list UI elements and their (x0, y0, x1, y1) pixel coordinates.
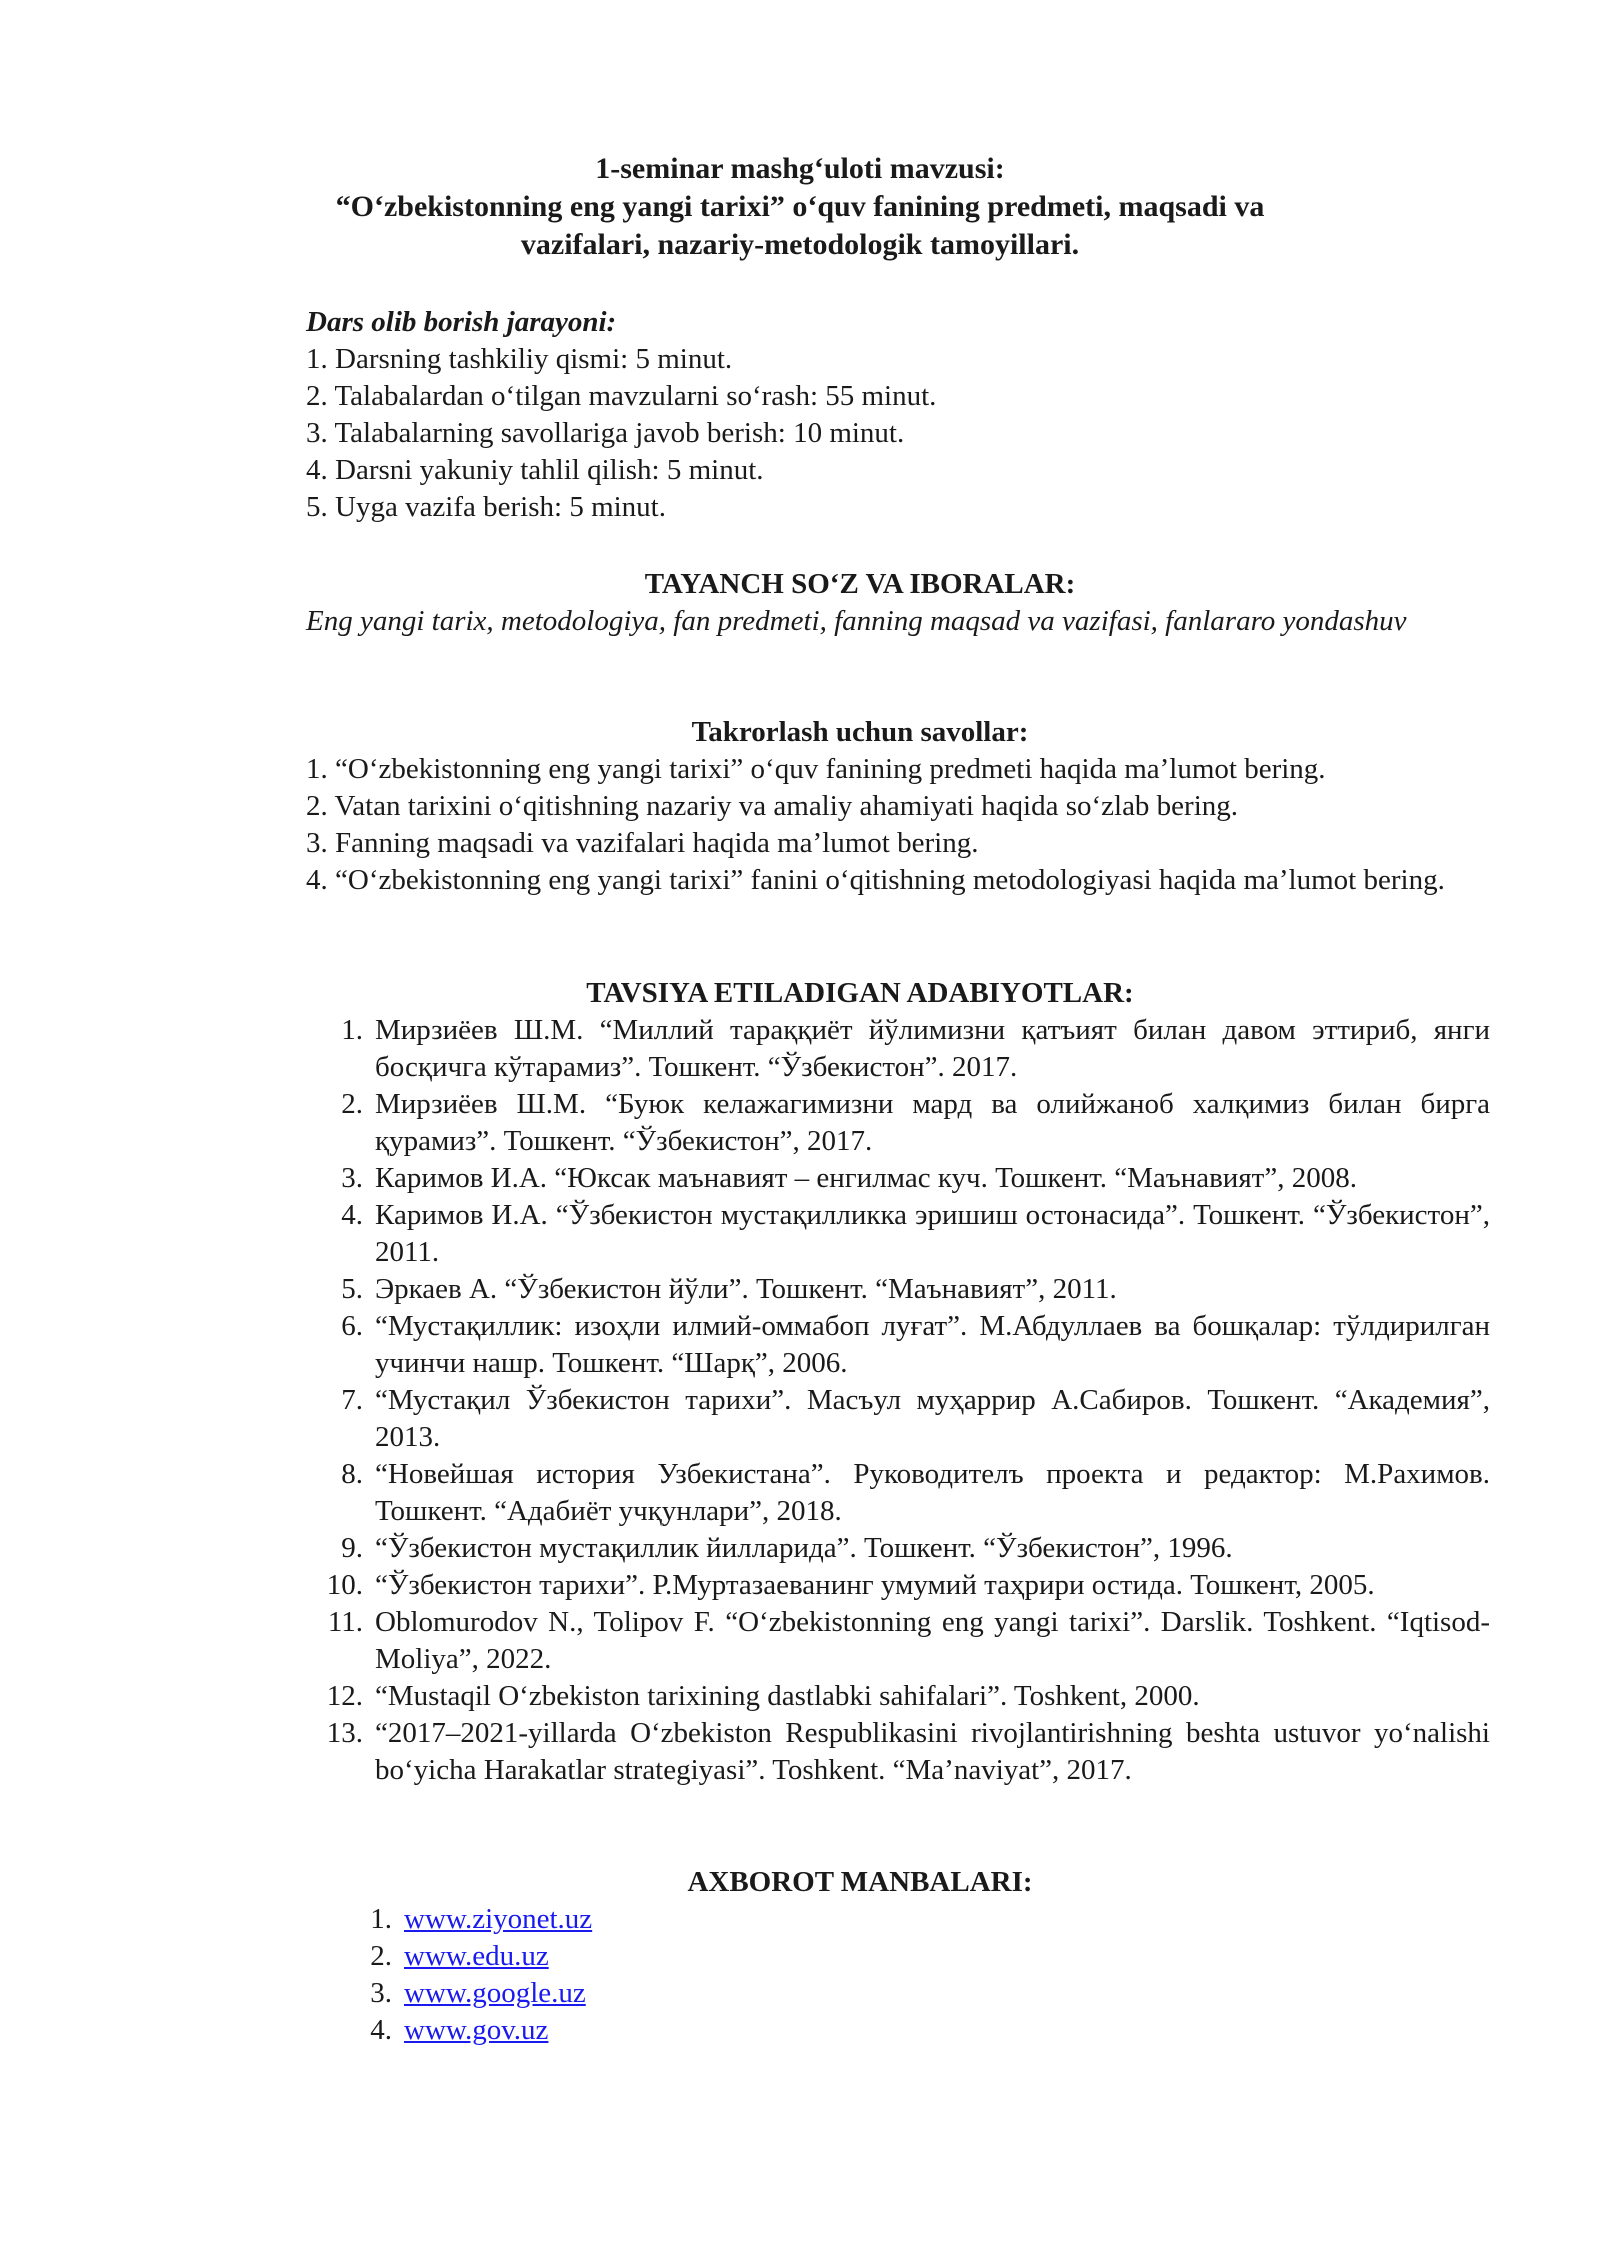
item-text: “2017–2021-yillarda Oʻzbekiston Respublikasini rivojlantirishning beshta ustuvor yoʻnalishi boʻyicha Harakatlar strategiyasi”. Toshkent. “Maʼnaviyat”, 2017. (375, 1717, 1490, 1786)
item-text: Oblomurodov N., Tolipov F. “Oʻzbekistonning eng yangi tarixi”. Darslik. Toshkent. “Iqtisod-Moliya”, 2022. (375, 1606, 1490, 1675)
link-gov[interactable]: www.gov.uz (404, 2014, 549, 2046)
item-number: 13. (326, 1717, 363, 1749)
list-item (230, 1308, 1490, 1382)
literature-heading: TAVSIYA ETILADIGAN ADABIYOTLAR: (586, 977, 1134, 1009)
item-number: 5. (341, 1273, 363, 1305)
list-item (230, 1975, 1490, 2012)
seminar-title (230, 150, 1370, 264)
list-item (230, 1086, 1490, 1160)
lesson-process-section (230, 304, 1490, 526)
literature-list (230, 1012, 1490, 1789)
item-text: “Ўзбекистон тарихи”. Р.Муртазаеванинг умумий таҳрири остида. Тошкент, 2005. (375, 1569, 1375, 1601)
info-sources-heading: AXBOROT MANBALARI: (687, 1866, 1033, 1898)
list-item: 4. “Oʻzbekistonning eng yangi tarixi” fanini oʻqitishning metodologiyasi haqida maʼlumot bering. (306, 864, 1445, 896)
list-item (230, 1604, 1490, 1678)
keywords-text: Eng yangi tarix, metodologiya, fan predmeti, fanning maqsad va vazifasi, fanlararo yondashuv (306, 605, 1407, 637)
title-line-2: “Oʻzbekistonning eng yangi tarixi” oʻquv fanining predmeti, maqsadi va (335, 190, 1265, 223)
item-text: Эркаев А. “Ўзбекистон йўли”. Тошкент. “Маънавият”, 2011. (375, 1273, 1117, 1305)
item-number: 11. (327, 1606, 363, 1638)
list-item (230, 1567, 1490, 1604)
link-google[interactable]: www.google.uz (404, 1977, 586, 2009)
item-number: 4. (370, 2014, 392, 2046)
item-number: 1. (341, 1014, 363, 1046)
item-text: Мирзиёев Ш.М. “Буюк келажагимизни мард ва олийжаноб халқимиз билан бирга қурамиз”. Тошкент. “Ўзбекистон”, 2017. (375, 1088, 1490, 1157)
item-number: 12. (326, 1680, 363, 1712)
info-sources-section (230, 1864, 1490, 2049)
item-number: 1. (370, 1903, 392, 1935)
info-sources-list (230, 1901, 1490, 2049)
list-item (230, 1012, 1490, 1086)
list-item: 1. “Oʻzbekistonning eng yangi tarixi” oʻquv fanining predmeti haqida maʼlumot bering. (306, 753, 1326, 785)
item-text: Каримов И.А. “Ўзбекистон мустақилликка эришиш остонасида”. Тошкент. “Ўзбекистон”, 2011. (375, 1199, 1490, 1268)
item-number: 3. (341, 1162, 363, 1194)
list-item (230, 1197, 1490, 1271)
keywords-section (230, 566, 1490, 640)
list-item (230, 1456, 1490, 1530)
list-item (230, 1382, 1490, 1456)
item-number: 3. (370, 1977, 392, 2009)
item-number: 2. (341, 1088, 363, 1120)
list-item: 4. Darsni yakuniy tahlil qilish: 5 minut. (306, 454, 764, 486)
item-number: 2. (370, 1940, 392, 1972)
item-number: 7. (341, 1384, 363, 1416)
list-item: 2. Talabalardan oʻtilgan mavzularni soʻrash: 55 minut. (306, 380, 937, 412)
item-text: “Мустақил Ўзбекистон тарихи”. Масъул муҳаррир А.Сабиров. Тошкент. “Академия”, 2013. (375, 1384, 1490, 1453)
item-text: Мирзиёев Ш.М. “Миллий тараққиёт йўлимизни қатъият билан давом эттириб, янги босқичга кўтарамиз”. Тошкент. “Ўзбекистон”. 2017. (375, 1014, 1490, 1083)
link-edu[interactable]: www.edu.uz (404, 1940, 549, 1972)
list-item (230, 1938, 1490, 1975)
list-item (230, 1715, 1490, 1789)
item-number: 9. (341, 1532, 363, 1564)
literature-section (230, 975, 1490, 1789)
item-number: 6. (341, 1310, 363, 1342)
list-item (230, 1901, 1490, 1938)
list-item (230, 1530, 1490, 1567)
lesson-process-list (230, 341, 1490, 526)
questions-section (230, 714, 1490, 899)
keywords-heading: TAYANCH SOʻZ VA IBORALAR: (644, 568, 1076, 600)
title-line-3: vazifalari, nazariy-metodologik tamoyillari. (520, 228, 1080, 261)
questions-heading: Takrorlash uchun savollar: (691, 716, 1029, 748)
item-text: “Мустақиллик: изоҳли илмий-оммабоп луғат”. М.Абдуллаев ва бошқалар: тўлдирилган учинчи нашр. Тошкент. “Шарқ”, 2006. (375, 1310, 1490, 1379)
list-item: 3. Fanning maqsadi va vazifalari haqida maʼlumot bering. (306, 827, 979, 859)
item-text: “Ўзбекистон мустақиллик йилларида”. Тошкент. “Ўзбекистон”, 1996. (375, 1532, 1233, 1564)
list-item: 1. Darsning tashkiliy qismi: 5 minut. (306, 343, 733, 375)
item-number: 4. (341, 1199, 363, 1231)
list-item (230, 1678, 1490, 1715)
list-item (230, 2012, 1490, 2049)
item-text: Каримов И.А. “Юксак маънавият – енгилмас куч. Тошкент. “Маънавият”, 2008. (375, 1162, 1357, 1194)
title-line-1: 1-seminar mashgʻuloti mavzusi: (595, 152, 1005, 185)
item-number: 10. (326, 1569, 363, 1601)
lesson-process-label: Dars olib borish jarayoni: (306, 306, 617, 338)
item-text: “Новейшая история Узбекистана”. Руководителъ проекта и редактор: М.Рахимов. Тошкент. “Адабиёт учқунлари”, 2018. (375, 1458, 1490, 1527)
link-ziyonet[interactable]: www.ziyonet.uz (404, 1903, 593, 1935)
questions-list (230, 751, 1490, 899)
item-text: “Mustaqil Oʻzbekiston tarixining dastlabki sahifalari”. Toshkent, 2000. (375, 1680, 1200, 1712)
list-item (230, 1160, 1490, 1197)
list-item: 3. Talabalarning savollariga javob berish: 10 minut. (306, 417, 905, 449)
item-number: 8. (341, 1458, 363, 1490)
list-item: 5. Uyga vazifa berish: 5 minut. (306, 491, 666, 523)
list-item (230, 1271, 1490, 1308)
list-item: 2. Vatan tarixini oʻqitishning nazariy va amaliy ahamiyati haqida soʻzlab bering. (306, 790, 1239, 822)
